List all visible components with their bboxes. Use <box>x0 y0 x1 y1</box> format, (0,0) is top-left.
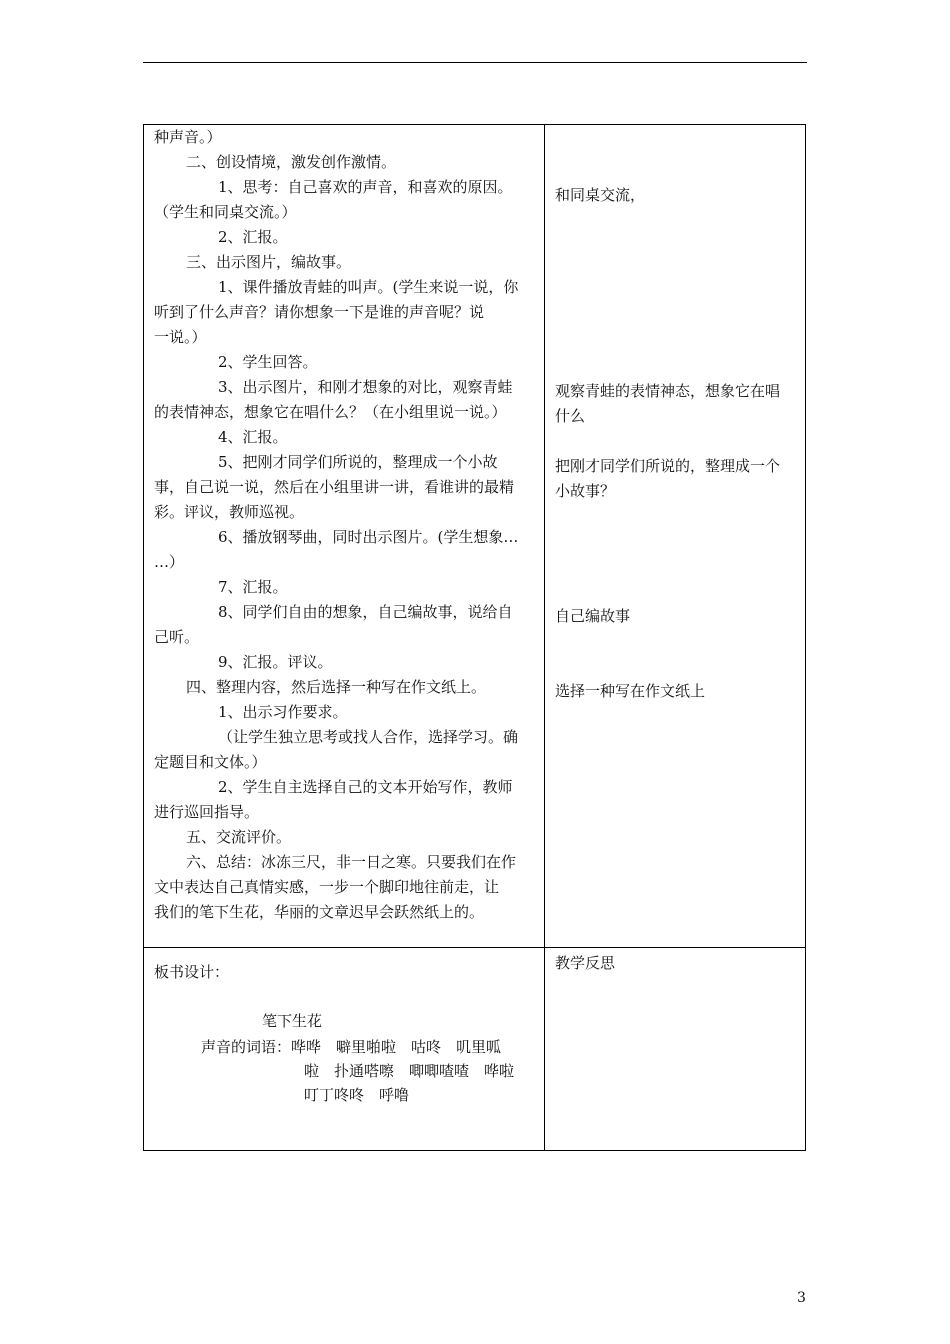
process-line: 2、汇报。 <box>218 228 288 246</box>
process-line: 2、学生回答。 <box>218 353 318 371</box>
process-line: 彩。评议，教师巡视。 <box>154 503 305 521</box>
board-design-label: 板书设计： <box>154 963 230 981</box>
board-words-line: 声音的词语：哗哗 噼里啪啦 咕咚 叽里呱 <box>201 1038 502 1056</box>
board-words-line: 叮丁咚咚 呼噜 <box>304 1086 410 1104</box>
board-words-line: 啦 扑通嗒嚓 唧唧喳喳 哗啦 <box>304 1062 515 1080</box>
activity-note: 小故事？ <box>555 482 616 500</box>
row-divider <box>144 947 805 948</box>
process-line: 3、出示图片，和刚才想象的对比，观察青蛙 <box>218 378 513 396</box>
process-line: 二、创设情境，激发创作激情。 <box>186 153 397 171</box>
process-line: 三、出示图片，编故事。 <box>186 253 352 271</box>
activity-note: 和同桌交流， <box>555 186 646 204</box>
page-number: 3 <box>797 1290 806 1306</box>
process-line: 文中表达自己真情实感，一步一个脚印地往前走，让 <box>154 878 500 896</box>
process-line: 一说。） <box>154 328 207 346</box>
process-line: 五、交流评价。 <box>186 828 292 846</box>
activity-note: 把刚才同学们所说的，整理成一个 <box>555 457 781 475</box>
process-line: 我们的笔下生花，华丽的文章迟早会跃然纸上的。 <box>154 903 485 921</box>
process-line: 进行巡回指导。 <box>154 803 260 821</box>
process-line: 种声音。） <box>154 128 222 146</box>
activity-note: 什么 <box>555 407 586 425</box>
column-divider <box>544 125 545 1150</box>
process-line: 1、出示习作要求。 <box>218 703 348 721</box>
process-line: 7、汇报。 <box>218 578 288 596</box>
process-line: 1、课件播放青蛙的叫声。(学生来说一说，你 <box>218 278 519 296</box>
process-line: 5、把刚才同学们所说的，整理成一个小故 <box>218 453 498 471</box>
activity-note: 自己编故事 <box>555 607 631 625</box>
process-line: 2、学生自主选择自己的文本开始写作，教师 <box>218 778 513 796</box>
process-line: 己听。 <box>154 628 200 646</box>
teaching-reflection-label: 教学反思 <box>555 954 616 972</box>
activity-note: 观察青蛙的表情神态，想象它在唱 <box>555 382 781 400</box>
process-line: 9、汇报。评议。 <box>218 653 333 671</box>
activity-note: 选择一种写在作文纸上 <box>555 682 706 700</box>
process-line: （让学生独立思考或找人合作，选择学习。确 <box>218 728 519 746</box>
process-line: 6、播放钢琴曲，同时出示图片。(学生想象… <box>218 528 519 546</box>
process-line: 四、整理内容，然后选择一种写在作文纸上。 <box>186 678 487 696</box>
process-line: 1、思考：自己喜欢的声音，和喜欢的原因。 <box>218 178 513 196</box>
board-heading: 笔下生花 <box>262 1012 323 1030</box>
process-line: （学生和同桌交流。） <box>154 203 297 221</box>
process-line: 六、总结：冰冻三尺，非一日之寒。只要我们在作 <box>186 853 517 871</box>
process-line: 听到了什么声音？请你想象一下是谁的声音呢？说 <box>154 303 485 321</box>
process-line: 事，自己说一说，然后在小组里讲一讲，看谁讲的最精 <box>154 478 515 496</box>
header-rule <box>143 62 807 63</box>
process-line: 的表情神态，想象它在唱什么？（在小组里说一说。） <box>154 403 507 421</box>
lesson-plan-table <box>143 124 806 1151</box>
process-line: 定题目和文体。） <box>154 753 267 771</box>
process-line: 8、同学们自由的想象，自己编故事，说给自 <box>218 603 513 621</box>
process-line: …） <box>154 553 185 571</box>
process-line: 4、汇报。 <box>218 428 288 446</box>
